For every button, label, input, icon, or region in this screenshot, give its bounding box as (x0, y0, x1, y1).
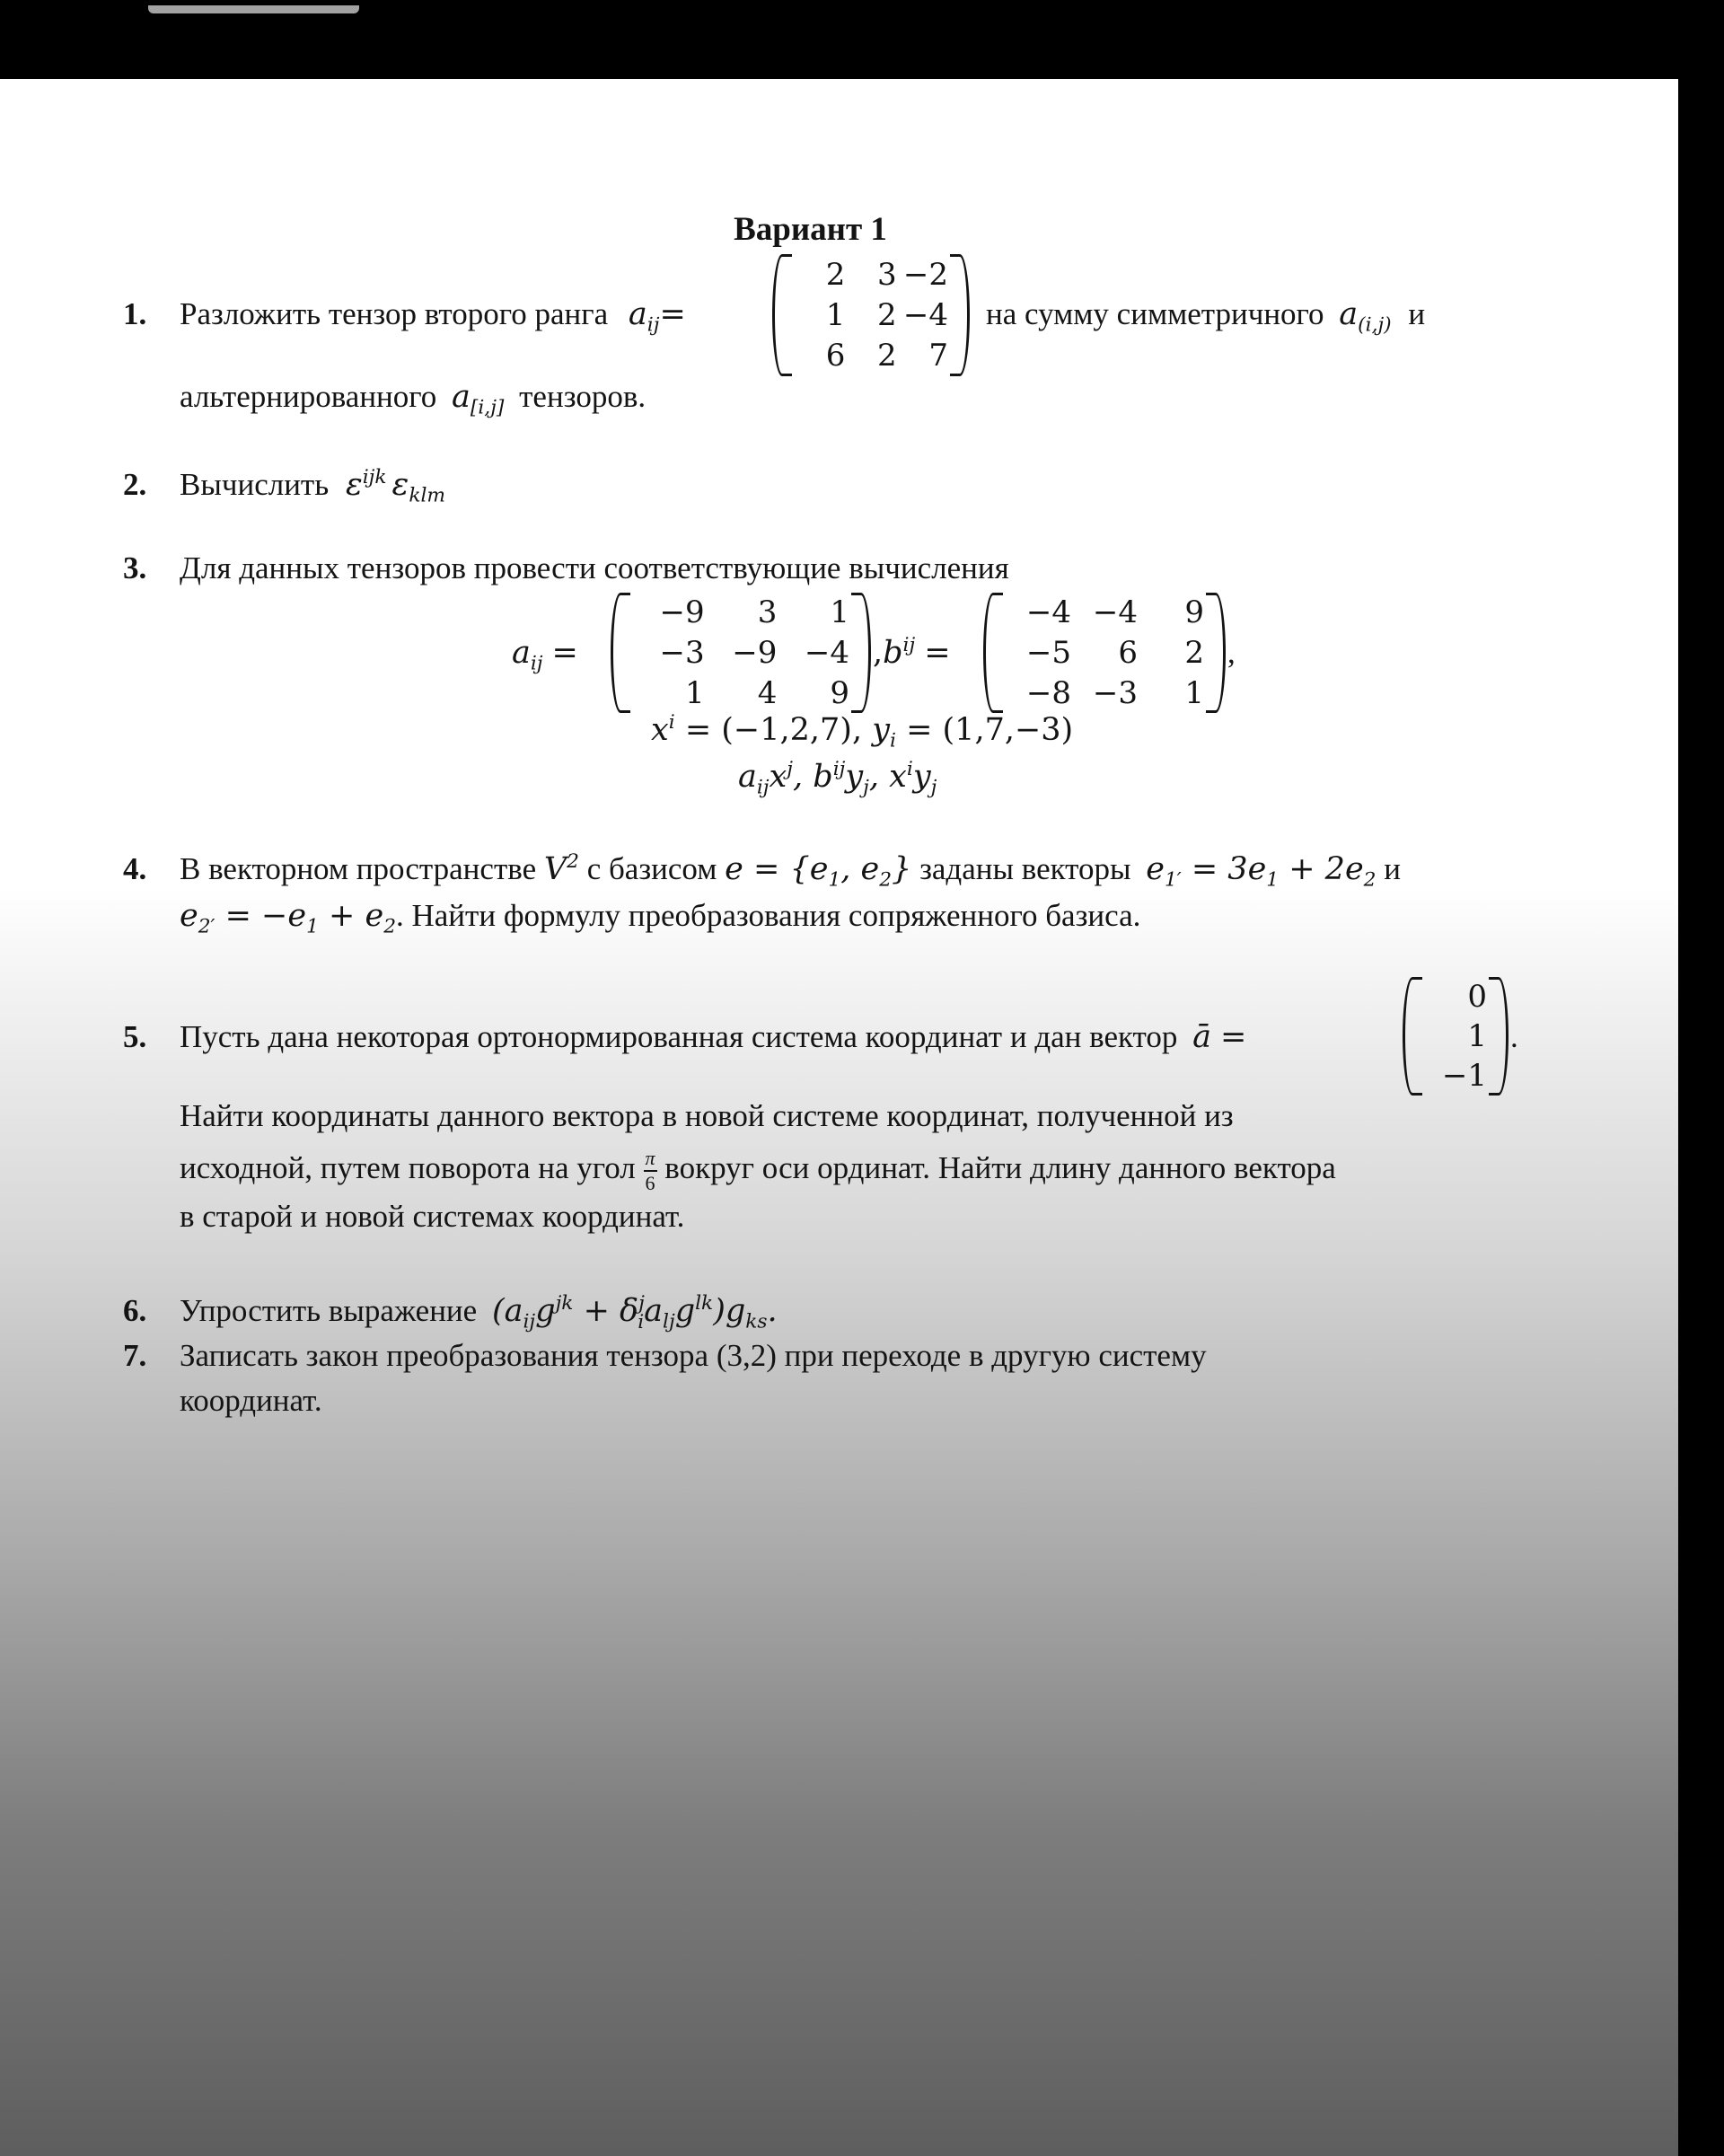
matrix-a-cell: −4 (902, 296, 948, 333)
matrix-aij-cell: −3 (659, 634, 705, 671)
problem-5-vector-label: ā (1192, 1019, 1212, 1055)
problem-1-matrix (772, 254, 970, 376)
problem-2-number: 2. (123, 467, 147, 502)
problem-5-dot: . (1510, 1019, 1518, 1054)
problem-1-line-1 (180, 296, 686, 337)
problem-1-text-a: Разложить тензор второго ранга (180, 296, 609, 331)
problem-6-number: 6. (123, 1293, 147, 1328)
problem-3-a-matrix (611, 593, 871, 713)
matrix-aij-cell: 3 (757, 594, 778, 631)
problem-5-line-4: в старой и новой системах координат. (180, 1199, 685, 1234)
vector-a-cell: −1 (1441, 1058, 1487, 1094)
problem-1-alt: $a_{[i,j]}$ (452, 379, 505, 419)
matrix-a-cell: 6 (825, 338, 846, 374)
problem-7-line-1: Записать закон преобразования тензора (3,2) при переходе в другую систему (180, 1338, 1207, 1373)
problem-5-angle-fraction: $\frac{\pi}{6}$ (645, 1147, 655, 1194)
problem-6-line: Упростить выражение $(a_{ij}g^{jk} + \delta^j_ia_{lj}g^{lk})g_{ks}$. (180, 1291, 778, 1333)
matrix-bij-cell: 6 (1118, 634, 1138, 671)
problem-7-line-2: координат. (180, 1383, 322, 1418)
problem-5-line-1: Пусть дана некоторая ортонормированная система координат и дан вектор ā = (180, 1019, 1247, 1055)
problem-3-b-matrix (983, 593, 1226, 713)
problem-7-number: 7. (123, 1338, 147, 1373)
problem-1-line-1b (986, 296, 1426, 337)
problem-3-a-label: $a_{ij}$ = (512, 635, 578, 675)
matrix-bij-cell: −5 (1025, 634, 1071, 671)
matrix-aij-cell: −9 (732, 634, 778, 671)
problem-2-text: Вычислить (180, 467, 330, 502)
problem-3-b-label: $,b^{ij}$ = (873, 633, 951, 671)
matrix-aij-cell: −9 (659, 594, 705, 631)
problem-1-line-2 (180, 379, 646, 419)
matrix-aij-cell: 9 (830, 674, 849, 711)
problem-5-line-2: Найти координаты данного вектора в новой системе координат, полученной из (180, 1098, 1234, 1133)
matrix-bij-cell: −4 (1025, 594, 1071, 631)
problem-1-number: 1. (123, 296, 147, 331)
matrix-bij-cell: −8 (1025, 674, 1071, 711)
matrix-a-cell: 3 (877, 256, 897, 293)
matrix-a-cell: 2 (877, 296, 897, 333)
matrix-bij-cell: 1 (1184, 674, 1204, 711)
matrix-a-cell: 7 (928, 338, 948, 374)
matrix-a-cell: 1 (825, 296, 846, 333)
problem-1-text-d: альтернированного (180, 379, 437, 414)
matrix-bij-cell: 9 (1184, 594, 1204, 631)
problem-2-line (180, 465, 445, 507)
matrix-aij-cell: 1 (685, 674, 705, 711)
matrix-bij-cell: −4 (1092, 594, 1138, 631)
problem-1-text-b: на сумму симметричного (986, 296, 1324, 331)
problem-5-number: 5. (123, 1019, 147, 1054)
problem-3-vectors: $x^i = (-1,2,7)$, $y_i = (1,7,-3)$ (651, 710, 1074, 752)
matrix-aij-cell: 4 (757, 674, 778, 711)
screen-edge (1678, 79, 1724, 2156)
matrix-a-cell: −2 (902, 256, 948, 293)
matrix-bij-cell: −3 (1092, 674, 1138, 711)
matrix-bij-cell: 2 (1184, 634, 1204, 671)
problem-3-text: Для данных тензоров провести соответствующие вычисления (180, 550, 1009, 585)
problem-4-number: 4. (123, 851, 147, 886)
problem-6-expression: $(a_{ij}g^{jk} + \delta^j_ia_{lj}g^{lk})g_{ks}$. (491, 1291, 778, 1333)
problem-1-aij: $a_{ij}$ (628, 296, 660, 337)
problem-3-number: 3. (123, 550, 147, 585)
problem-1-text-e: тензоров. (519, 379, 646, 414)
problem-3-trail: , (1227, 635, 1236, 670)
variant-title: Вариант 1 (734, 211, 887, 248)
status-bar (0, 0, 1724, 79)
matrix-aij-cell: 1 (830, 594, 849, 631)
matrix-a-cell: 2 (877, 338, 897, 374)
matrix-aij-cell: −4 (804, 634, 849, 671)
problem-1-sym: $a_{(i,j)}$ (1339, 296, 1392, 337)
problem-4-line-2: $e_{2'} = -e_1 + e_2$. Найти формулу преобразования сопряженного базиса. (180, 898, 1141, 938)
status-bar-glyph (148, 0, 359, 13)
matrix-a-cell: 2 (825, 256, 846, 293)
vector-a-cell: 0 (1467, 979, 1487, 1015)
vector-a-cell: 1 (1467, 1018, 1487, 1054)
problem-4-line-1: В векторном пространстве $V^2$ с базисом $e = \{e_1$, $e_2$} заданы векторы $e_{1'} = 3e_1 + 2e_2$ и (180, 849, 1401, 892)
problem-3-calculations: $a_{ij}x^j$, $b^{ij}y_j$, $x^iy_j$ (738, 757, 937, 799)
problem-1-text-c: и (1408, 296, 1426, 331)
problem-5-line-3: исходной, путем поворота на угол $\frac{\pi}{6}$ вокруг оси ординат. Найти длину данного вектора (180, 1147, 1336, 1194)
problem-2-expr: $\varepsilon^{ijk}$ $\varepsilon_{klm}$ (345, 465, 445, 507)
problem-5-vector (1403, 977, 1508, 1096)
problem-1-eq: = (659, 296, 686, 332)
